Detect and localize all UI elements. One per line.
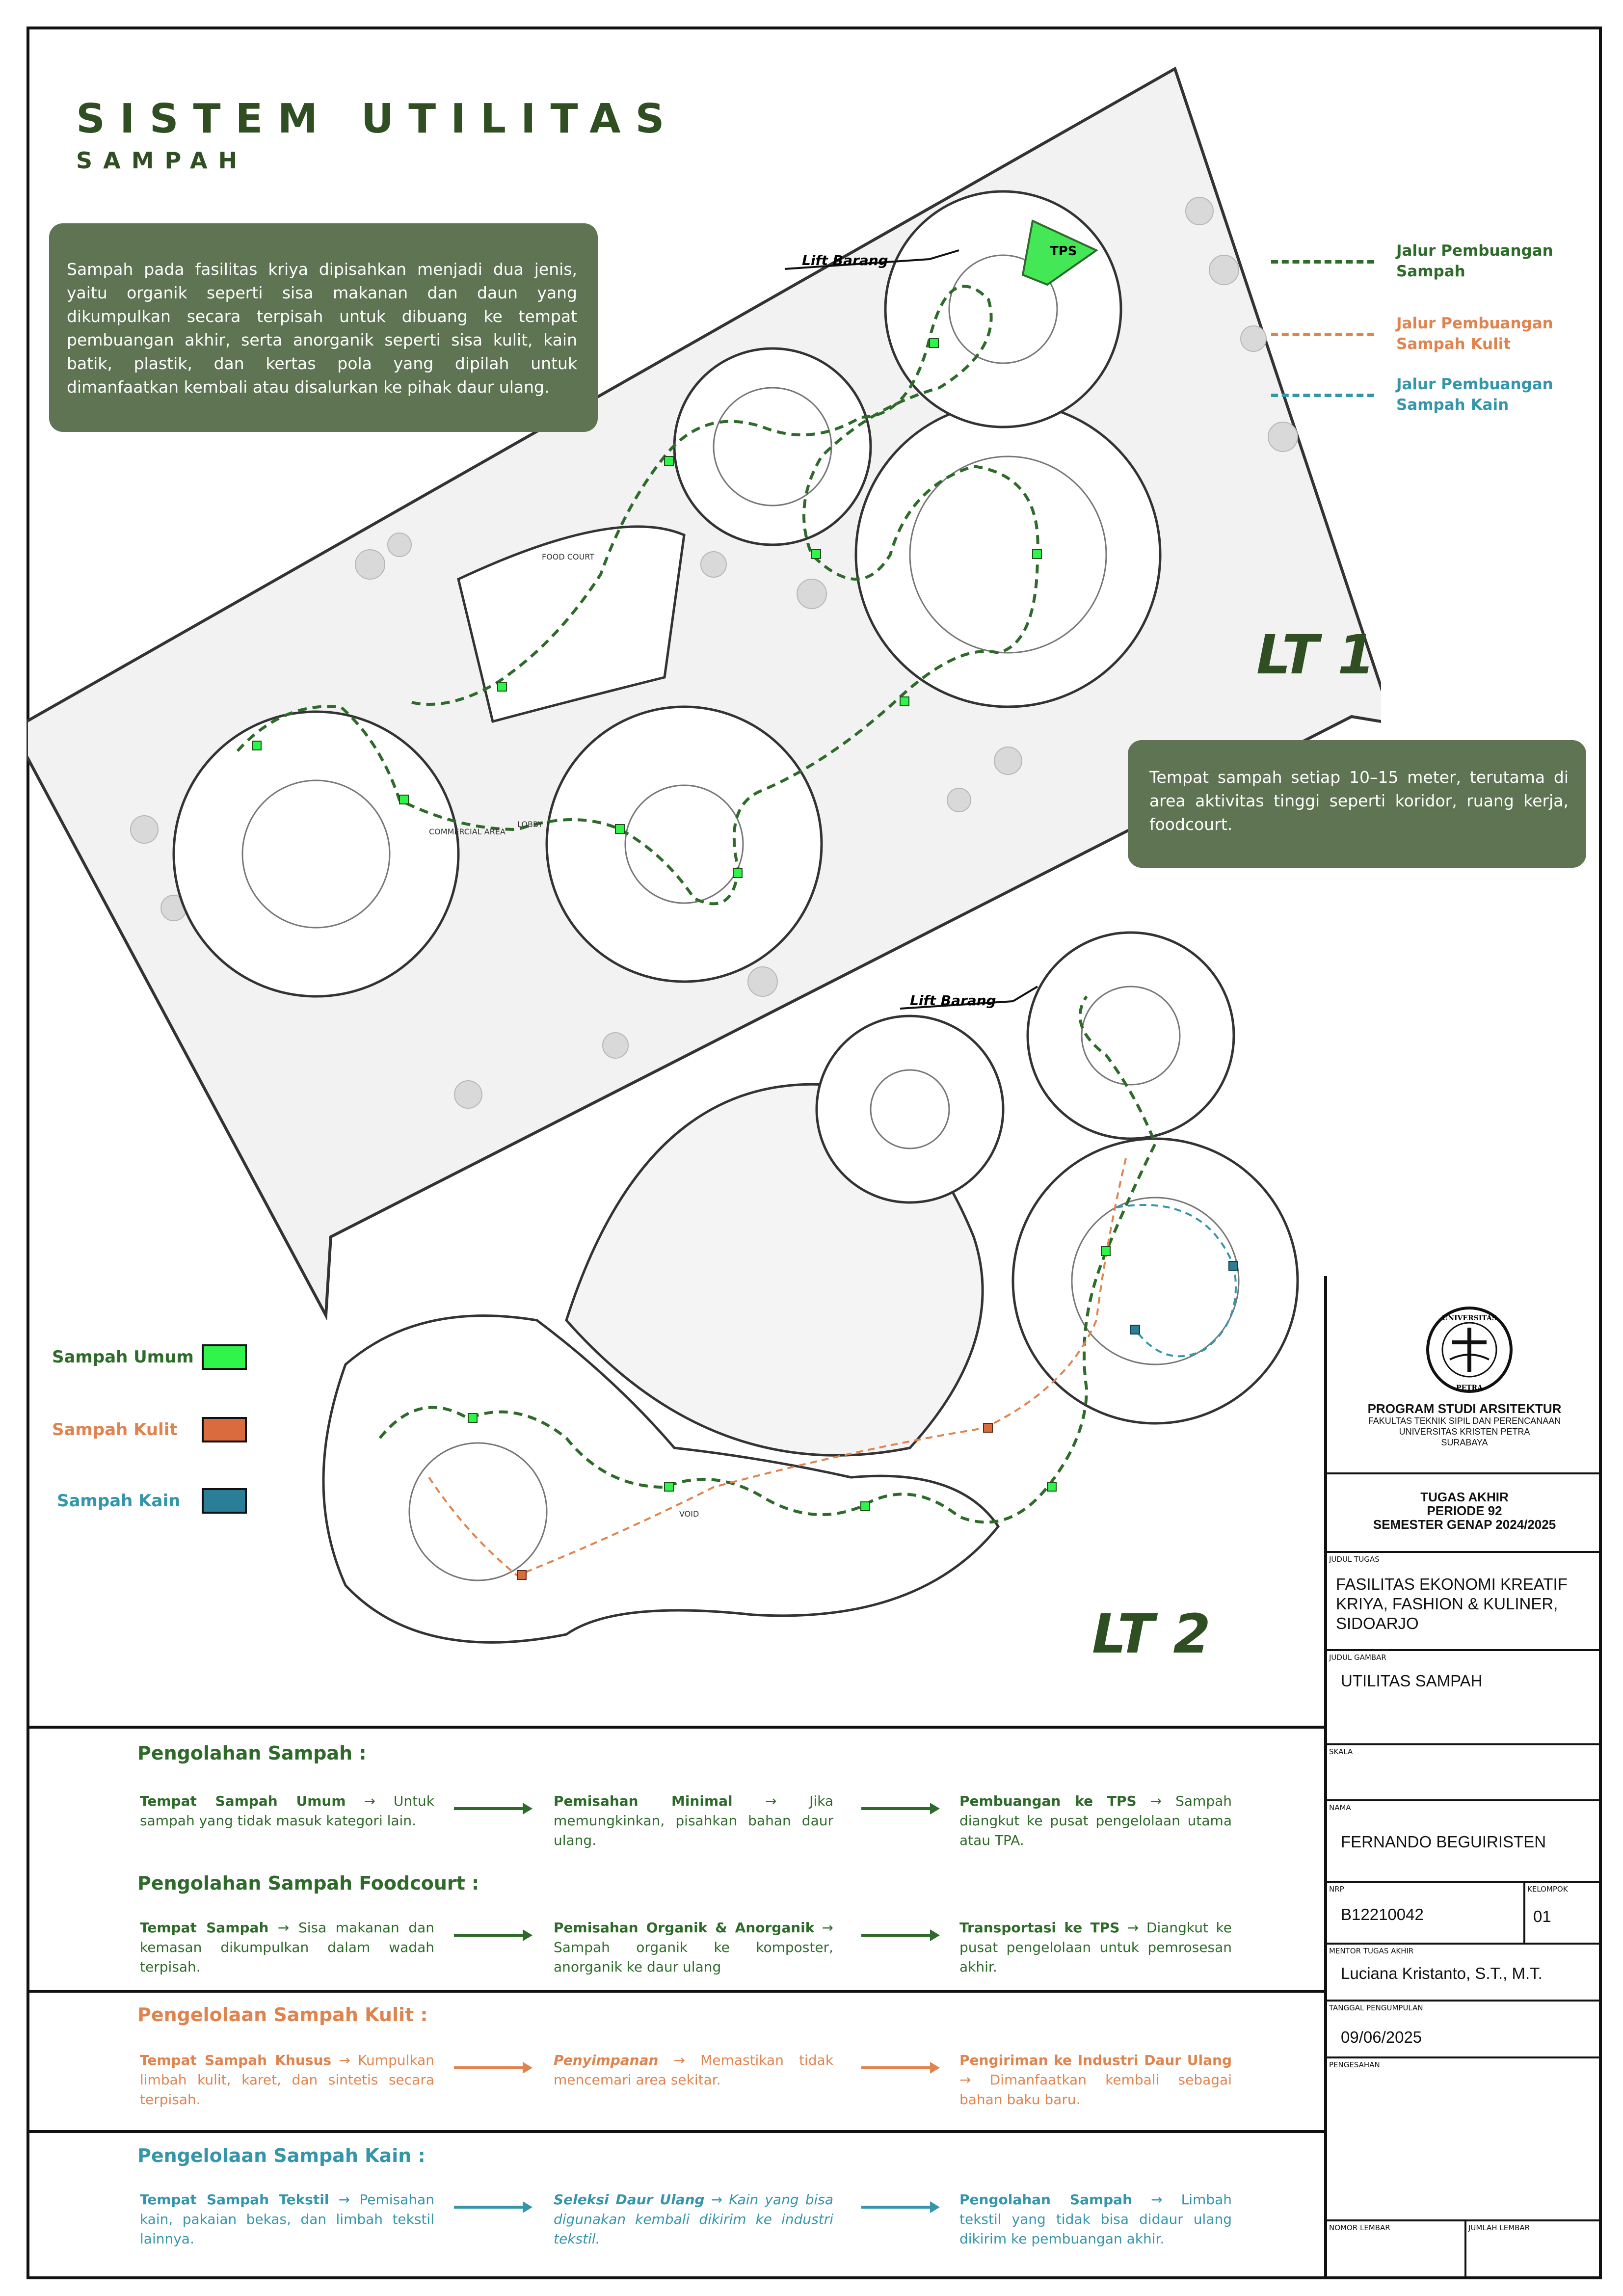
tb-line xyxy=(1327,1551,1602,1553)
process-step xyxy=(554,1791,833,1850)
arrow-icon: → xyxy=(1132,2191,1181,2208)
tb-university: UNIVERSITAS KRISTEN PETRA xyxy=(1399,1427,1530,1437)
swatch-umum xyxy=(52,1347,194,1367)
svg-text:UNIVERSITAS: UNIVERSITAS xyxy=(1441,1314,1497,1322)
tb-line xyxy=(1327,2056,1602,2058)
lift-barang-lt1-label: Lift Barang xyxy=(802,252,888,268)
process-step-head: Tempat Sampah xyxy=(140,1920,269,1936)
tb-nama: FERNANDO BEGUIRISTEN xyxy=(1341,1833,1546,1851)
process-step xyxy=(554,1918,833,1977)
tb-tanggal-label: TANGGAL PENGUMPULAN xyxy=(1329,2003,1423,2012)
process-step xyxy=(554,2051,833,2090)
lobby-label: LOBBY xyxy=(517,820,543,829)
divider xyxy=(27,1990,1324,1993)
process-step-body: Pemisahan kain, pakaian bekas, dan limbah tekstil lainnya. xyxy=(140,2191,434,2247)
page-title: SISTEM UTILITAS xyxy=(76,96,679,142)
swatch-kain xyxy=(57,1491,180,1511)
tb-line xyxy=(1327,1799,1602,1801)
flow-arrow-icon xyxy=(454,1801,532,1816)
tb-ta-2: PERIODE 92 xyxy=(1427,1503,1502,1518)
swatch-label: Sampah Kulit xyxy=(52,1420,178,1440)
section-title: Pengelolaan Sampah Kain : xyxy=(137,2145,426,2166)
tb-line xyxy=(1327,1881,1602,1883)
page-subtitle: SAMPAH xyxy=(76,147,248,174)
section-title: Pengelolaan Sampah Kulit : xyxy=(137,2004,428,2026)
process-step-body: Limbah tekstil yang tidak bisa didaur ulang dikirim ke pembuangan akhir. xyxy=(959,2191,1232,2247)
arrow-icon: → xyxy=(329,2191,360,2208)
arrow-icon: → xyxy=(346,1793,394,1809)
tb-city: SURABAYA xyxy=(1441,1438,1488,1447)
flow-arrow-icon xyxy=(454,2060,532,2075)
legend-line-swatch xyxy=(1271,394,1374,397)
tb-judul-tugas-label: JUDUL TUGAS xyxy=(1329,1555,1380,1564)
process-step-body: Untuk sampah yang tidak masuk kategori lain. xyxy=(140,1793,435,1829)
tb-ta-1: TUGAS AKHIR xyxy=(1420,1490,1509,1504)
process-step-head: Tempat Sampah Umum xyxy=(140,1793,346,1809)
process-step-head: Pemisahan Minimal xyxy=(554,1793,733,1809)
swatch-label: Sampah Kain xyxy=(57,1491,181,1511)
tb-nrp-label: NRP xyxy=(1329,1885,1344,1894)
void-label: VOID xyxy=(679,1509,699,1519)
arrow-icon: → xyxy=(268,1920,298,1936)
tps-label: TPS xyxy=(1050,244,1077,259)
arrow-icon: → xyxy=(959,2072,990,2088)
flow-arrow-icon xyxy=(861,2200,940,2215)
tb-judul-gambar: UTILITAS SAMPAH xyxy=(1341,1672,1483,1690)
process-step-head: Penyimpanan xyxy=(554,2052,659,2068)
tb-judul-gambar-label: JUDUL GAMBAR xyxy=(1329,1653,1386,1662)
process-step-head: Seleksi Daur Ulang xyxy=(554,2191,705,2208)
arrow-icon: → xyxy=(814,1920,833,1936)
tb-judul-tugas: FASILITAS EKONOMI KREATIF KRIYA, FASHION & KULINER, SIDOARJO xyxy=(1336,1575,1568,1632)
flow-arrow-icon xyxy=(861,2060,940,2075)
lt2-ring-building xyxy=(817,1016,1003,1202)
lt1-building-center xyxy=(547,707,822,982)
tb-nrp: B12210042 xyxy=(1341,1905,1424,1923)
flow-arrow-icon xyxy=(861,1801,940,1816)
flow-arrow-icon xyxy=(861,1928,940,1943)
legend-line-label: Jalur Pembuangan Sampah Kulit xyxy=(1396,315,1553,353)
tb-kelompok: 01 xyxy=(1533,1907,1551,1925)
process-step-body: Sisa makanan dan kemasan dikumpulkan dalam wadah terpisah. xyxy=(140,1920,434,1975)
legend-line-swatch xyxy=(1271,260,1374,264)
section-title: Pengolahan Sampah Foodcourt : xyxy=(137,1872,479,1894)
flow-arrow-icon xyxy=(454,1928,532,1943)
divider xyxy=(27,2130,1324,2133)
tb-line xyxy=(1327,2000,1602,2002)
process-step xyxy=(140,2051,434,2109)
tb-nomor-label: NOMOR LEMBAR xyxy=(1329,2223,1390,2232)
process-step-body: Kain yang bisa digunakan kembali dikirim ke industri tekstil. xyxy=(554,2191,833,2247)
tb-tanggal: 09/06/2025 xyxy=(1341,2028,1422,2046)
process-step xyxy=(959,2051,1232,2109)
process-step-head: Transportasi ke TPS xyxy=(959,1920,1120,1936)
process-step-head: Tempat Sampah Khusus xyxy=(140,2052,332,2068)
tb-mentor: Luciana Kristanto, S.T., M.T. xyxy=(1341,1964,1543,1982)
process-step xyxy=(959,1918,1232,1977)
swatch-box xyxy=(202,1488,247,1514)
legend-line-label: Jalur Pembuangan Sampah xyxy=(1396,242,1553,280)
arrow-icon: → xyxy=(704,2191,729,2208)
arrow-icon: → xyxy=(331,2052,358,2068)
legend-line-swatch xyxy=(1271,333,1374,336)
tb-skala-label: SKALA xyxy=(1329,1747,1353,1756)
foodcourt-label: FOOD COURT xyxy=(542,552,594,561)
lt1-building-north xyxy=(674,348,871,545)
process-step xyxy=(959,2190,1232,2249)
floor-label-lt2: LT 2 xyxy=(1092,1602,1211,1665)
title-block xyxy=(1324,1276,1602,2279)
tb-nama-label: NAMA xyxy=(1329,1803,1351,1812)
arrow-icon: → xyxy=(658,2052,701,2068)
university-logo-icon xyxy=(1420,1306,1518,1394)
tb-mentor-label: MENTOR TUGAS AKHIR xyxy=(1329,1947,1414,1955)
swatch-kulit xyxy=(52,1420,178,1440)
spacing-note: Tempat sampah setiap 10–15 meter, terutama di area aktivitas tinggi seperti koridor, ruang kerja, foodcourt. xyxy=(1128,740,1586,868)
tb-jumlah-label: JUMLAH LEMBAR xyxy=(1468,2223,1530,2232)
tb-line xyxy=(1327,1472,1602,1474)
lt2-north-building xyxy=(1028,933,1234,1139)
process-step xyxy=(959,1791,1232,1850)
svg-text:PETRA: PETRA xyxy=(1456,1384,1483,1392)
process-step-body: Dimanfaatkan kembali sebagai bahan baku baru. xyxy=(959,2072,1232,2108)
process-step-head: Pembuangan ke TPS xyxy=(959,1793,1137,1809)
process-step-body: Kumpulkan limbah kulit, karet, dan sintetis secara terpisah. xyxy=(140,2052,434,2108)
process-step-head: Pengolahan Sampah xyxy=(959,2191,1133,2208)
tb-program: PROGRAM STUDI ARSITEKTUR xyxy=(1367,1401,1562,1416)
tb-divider xyxy=(1523,1881,1525,1943)
process-step-body: Memastikan tidak mencemari area sekitar. xyxy=(554,2052,833,2088)
flow-arrow-icon xyxy=(454,2200,532,2215)
section-title: Pengolahan Sampah : xyxy=(137,1742,367,1764)
lt1-building-tps xyxy=(885,191,1121,427)
tb-kelompok-label: KELOMPOK xyxy=(1527,1885,1568,1894)
commercial-label: COMMERCIAL AREA xyxy=(429,827,506,836)
process-step-head: Pengiriman ke Industri Daur Ulang xyxy=(959,2052,1232,2068)
process-step xyxy=(140,2190,434,2249)
swatch-label: Sampah Umum xyxy=(52,1347,194,1367)
tb-line xyxy=(1327,1743,1602,1745)
lt1-building-east xyxy=(856,402,1160,707)
process-step-body: Sampah diangkut ke pusat pengelolaan utama atau TPA. xyxy=(959,1793,1232,1848)
process-step-body: Jika memungkinkan, pisahkan bahan daur ulang. xyxy=(554,1793,834,1848)
swatch-box xyxy=(202,1344,247,1370)
swatch-box xyxy=(202,1417,247,1442)
tb-line xyxy=(1327,1943,1602,1945)
legend-line-label: Jalur Pembuangan Sampah Kain xyxy=(1396,375,1553,414)
intro-note: Sampah pada fasilitas kriya dipisahkan menjadi dua jenis, yaitu organik seperti sisa makanan dan daun yang dikumpulkan secara terpisah untuk dibuang ke tempat pembuangan akhir, serta anorganik seperti sisa kulit, kain batik, plastik, dan kertas pola yang dipilah untuk dimanfaatkan kembali atau disalurkan ke pihak daur ulang. xyxy=(49,223,598,432)
arrow-icon: → xyxy=(732,1793,810,1809)
tb-pengesahan-label: PENGESAHAN xyxy=(1329,2060,1380,2069)
tb-faculty: FAKULTAS TEKNIK SIPIL DAN PERENCANAAN xyxy=(1368,1416,1561,1426)
process-step-body: Sampah organik ke komposter, anorganik ke daur ulang xyxy=(554,1939,833,1975)
process-step-head: Pemisahan Organik & Anorganik xyxy=(554,1920,815,1936)
divider xyxy=(27,1726,1324,1729)
process-step xyxy=(140,1791,434,1831)
process-step-head: Tempat Sampah Tekstil xyxy=(140,2191,329,2208)
tb-line xyxy=(1327,1649,1602,1651)
process-step xyxy=(554,2190,833,2249)
lift-barang-lt2-label: Lift Barang xyxy=(910,992,996,1009)
tb-divider xyxy=(1464,2219,1466,2279)
tb-ta-3: SEMESTER GENAP 2024/2025 xyxy=(1373,1517,1556,1532)
arrow-icon: → xyxy=(1136,1793,1176,1809)
floor-label-lt1: LT 1 xyxy=(1256,623,1375,686)
process-step-body: Diangkut ke pusat pengelolaan untuk pemrosesan akhir. xyxy=(959,1920,1232,1975)
process-step xyxy=(140,1918,434,1977)
lt1-building-west xyxy=(174,712,458,996)
arrow-icon: → xyxy=(1119,1920,1146,1936)
